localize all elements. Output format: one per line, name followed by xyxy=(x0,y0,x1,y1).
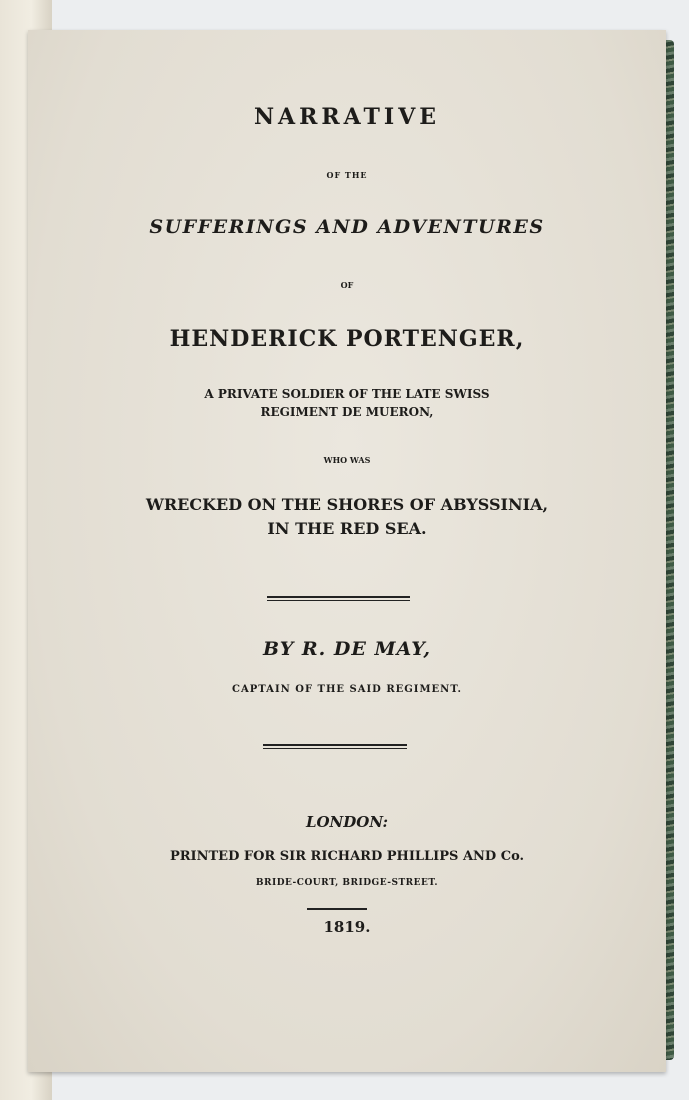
title: NARRATIVE xyxy=(253,104,441,130)
author-role: CAPTAIN OF THE SAID REGIMENT. xyxy=(232,684,462,695)
subject-name: HENDERICK PORTENGER, xyxy=(169,326,525,352)
subtitle: SUFFERINGS AND ADVENTURES xyxy=(149,216,545,238)
description-line-1: A PRIVATE SOLDIER OF THE LATE SWISS xyxy=(204,387,490,401)
year: 1819. xyxy=(323,918,371,936)
of: OF xyxy=(340,280,354,290)
city: LONDON: xyxy=(305,813,389,831)
of-the: OF THE xyxy=(326,170,368,180)
title-page xyxy=(28,30,666,1072)
short-rule xyxy=(307,908,367,910)
wrecked-line-2: IN THE RED SEA. xyxy=(267,519,427,538)
address: BRIDE-COURT, BRIDGE-STREET. xyxy=(255,878,439,888)
divider-rule xyxy=(263,744,407,749)
divider-rule xyxy=(267,596,410,601)
who-was: WHO WAS xyxy=(323,455,371,465)
wrecked-line-1: WRECKED ON THE SHORES OF ABYSSINIA, xyxy=(145,495,549,514)
description-line-2: REGIMENT DE MUERON, xyxy=(260,405,434,419)
author: BY R. DE MAY, xyxy=(262,638,432,660)
printer: PRINTED FOR SIR RICHARD PHILLIPS AND Co. xyxy=(169,849,525,864)
